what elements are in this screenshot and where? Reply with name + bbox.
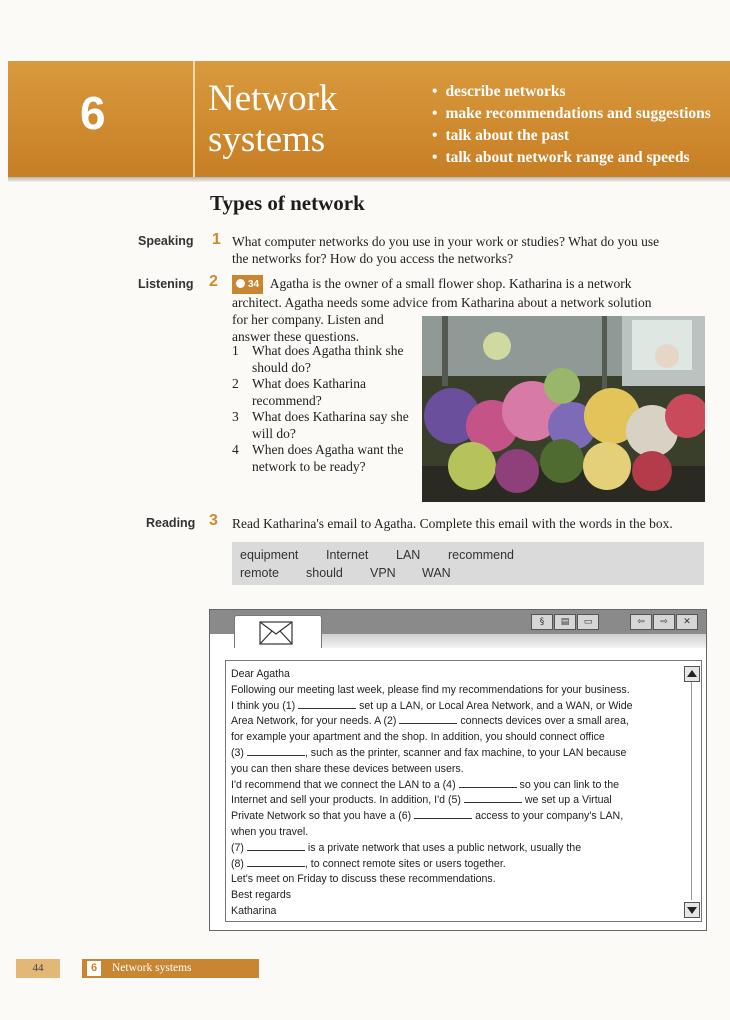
word-item: should [306,566,343,580]
word-item: VPN [370,566,396,580]
question-item: 1 What does Agatha think she should do? [232,343,404,375]
back-icon[interactable]: ⇦ [630,614,652,630]
listening-line [232,275,712,294]
blank-1[interactable] [298,699,356,709]
email-text [231,667,676,920]
cd-icon [236,279,245,288]
save-icon[interactable]: ▭ [577,614,599,630]
audio-track-badge[interactable] [232,275,263,294]
question-item: 4 When does Agatha want the network to be ready? [232,442,404,474]
email-line: for example your apartment and the shop. In addition, you should connect office [231,731,605,744]
blank-8[interactable] [247,857,305,867]
question-item: 3 What does Katharina say she will do? [232,409,409,441]
window-buttons [530,614,698,632]
email-window [209,609,707,931]
envelope-icon [259,621,293,645]
flower-shop-illustration [422,316,705,502]
email-line: Let's meet on Friday to discuss these recommendations. [231,873,496,886]
email-line: (3) , such as the printer, scanner and fax machine, to your LAN because [231,746,627,759]
exercise-number-1: 1 [212,231,221,248]
objective-item: • describe networks [432,81,711,103]
footer-unit-bar [82,959,259,978]
exercise-number-3: 3 [209,512,218,529]
word-item: Internet [326,548,369,562]
scroll-down-arrow-icon[interactable] [684,902,700,918]
email-line: I'd recommend that we connect the LAN to a (4) so you can link to the [231,778,620,791]
listening-questions [232,343,412,475]
objective-item: • talk about the past [432,125,711,147]
email-line: I think you (1) set up a LAN, or Local Area Network, and a WAN, or Wide [231,699,633,712]
listening-label: Listening [138,277,194,291]
email-scrollbar[interactable] [684,666,698,916]
word-item: remote [240,566,279,580]
speaking-line: What computer networks do you use in your work or studies? What do you use [232,234,660,249]
email-toolbar-band [320,634,706,648]
speaking-text [232,233,712,267]
section-title: Types of network [210,191,365,215]
reading-label: Reading [146,516,196,530]
blank-4[interactable] [459,778,517,788]
page-number: 44 [16,959,60,978]
blank-6[interactable] [414,809,472,819]
footer-unit-title: Network systems [112,962,192,974]
scroll-up-arrow-icon[interactable] [684,666,700,682]
close-icon[interactable]: ✕ [676,614,698,630]
print-icon[interactable]: ▤ [554,614,576,630]
email-line: when you travel. [231,825,309,838]
listening-line: answer these questions. [232,329,360,344]
unit-number: 6 [80,87,106,139]
unit-title [208,78,408,160]
objectives-list [432,81,711,169]
blank-5[interactable] [464,793,522,803]
exercise-number-2: 2 [209,273,218,290]
email-tab[interactable] [234,615,322,648]
unit-title-line1: Network [208,78,338,119]
word-item: WAN [422,566,451,580]
objective-item: • talk about network range and speeds [432,147,711,169]
email-line: (8) , to connect remote sites or users together. [231,857,506,870]
email-line: Private Network so that you have a (6) access to your company's LAN, [231,810,624,823]
audio-track-number: 34 [248,279,260,290]
word-item: LAN [396,548,421,562]
unit-title-line2: systems [208,119,326,160]
blank-7[interactable] [247,841,305,851]
scroll-track[interactable] [691,682,692,900]
email-line: (7) is a private network that uses a public network, usually the [231,841,582,854]
objective-item: • make recommendations and suggestions [432,103,711,125]
listening-line-text: Agatha is the owner of a small flower shop. Katharina is a network [269,276,632,291]
email-closing: Best regards [231,889,292,902]
email-line: Internet and sell your products. In addition, I'd (5) we set up a Virtual [231,794,612,807]
email-greeting: Dear Agatha [231,668,290,680]
blank-2[interactable] [399,714,457,724]
forward-icon[interactable]: ⇨ [653,614,675,630]
speaking-line: the networks for? How do you access the networks? [232,251,514,266]
email-signature: Katharina [231,904,277,917]
email-line: you can then share these devices between users. [231,762,464,775]
reading-instruction: Read Katharina's email to Agatha. Complete this email with the words in the box. [232,516,673,531]
email-line: Following our meeting last week, please find my recommendations for your business. [231,683,630,696]
email-line: Area Network, for your needs. A (2) connects devices over a small area, [231,715,629,728]
banner-divider [193,61,195,177]
footer-unit-number: 6 [87,961,101,976]
speaking-label: Speaking [138,234,194,248]
listening-line: architect. Agatha needs some advice from Katharina about a network solution [232,295,652,310]
banner-shadow [8,177,730,182]
listening-line: for her company. Listen and [232,312,384,327]
flower-shop-photo [422,316,705,502]
email-body [225,660,702,922]
word-item: recommend [448,548,514,562]
word-box [232,542,704,585]
word-item: equipment [240,548,299,562]
attach-icon[interactable]: § [531,614,553,630]
blank-3[interactable] [247,746,305,756]
question-item: 2 What does Katharina recommend? [232,376,366,408]
